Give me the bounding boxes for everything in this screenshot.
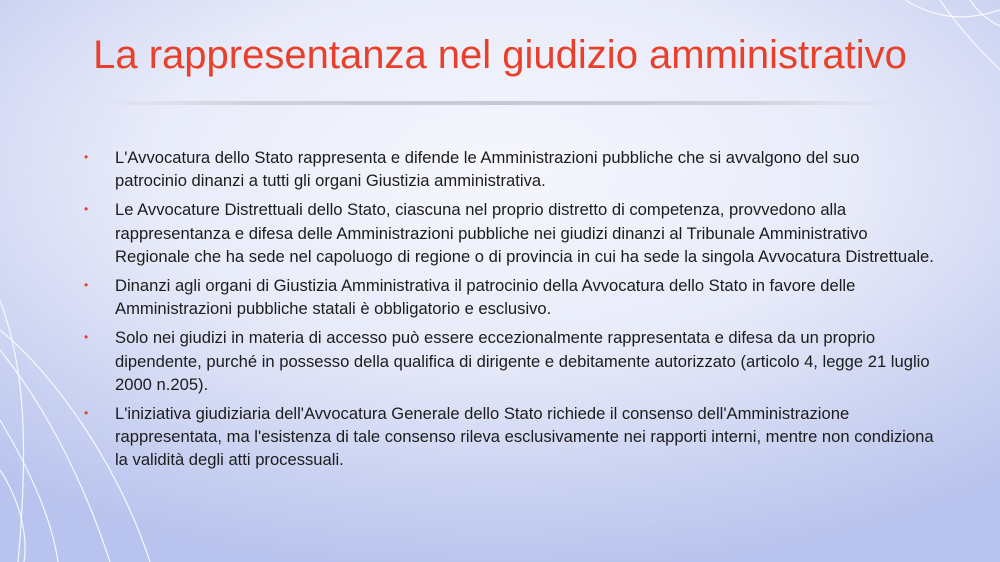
bullet-item (84, 402, 934, 472)
bullet-list (84, 146, 934, 478)
bullet-text: L'iniziativa giudiziaria dell'Avvocatura Generale dello Stato richiede il consenso dell'Amministrazione rappresentata, ma l'esistenza di tale consenso rileva esclusivamente nei rapporti interni, mentre non condiziona la validità degli atti processuali. (115, 404, 934, 470)
bullet-icon: • (84, 406, 89, 421)
bullet-text: Dinanzi agli organi di Giustizia Amministrativa il patrocinio della Avvocatura dello Stato in favore delle Amministrazioni pubbliche statali è obbligatorio e esclusivo. (115, 276, 856, 319)
bullet-text: L'Avvocatura dello Stato rappresenta e difende le Amministrazioni pubbliche che si avvalgono del suo patrocinio dinanzi a tutti gli organi Giustizia amministrativa. (115, 148, 860, 191)
bullet-item (84, 274, 934, 320)
bullet-icon: • (84, 330, 89, 345)
bullet-item (84, 326, 934, 396)
bullet-text: Solo nei giudizi in materia di accesso può essere eccezionalmente rappresentata e difesa da un proprio dipendente, purché in possesso della qualifica di dirigente e debitamente autorizzato (articolo 4, legge 21 luglio 2000 n.205). (115, 328, 930, 394)
bullet-item (84, 198, 934, 268)
bullet-icon: • (84, 278, 89, 293)
bullet-item (84, 146, 934, 192)
bullet-icon: • (84, 202, 89, 217)
bullet-icon: • (84, 150, 89, 164)
slide-title: La rappresentanza nel giudizio amministrativo (93, 33, 907, 77)
title-divider (95, 101, 905, 105)
bullet-text: Le Avvocature Distrettuali dello Stato, ciascuna nel proprio distretto di competenza, provvedono alla rappresentanza e difesa delle Amministrazioni pubbliche nei giudizi dinanzi al Tribunale Amministrativo Regionale che ha sede nel capoluogo di regione o di provincia in cui ha sede la singola Avvocatura Distrettuale. (115, 200, 934, 266)
